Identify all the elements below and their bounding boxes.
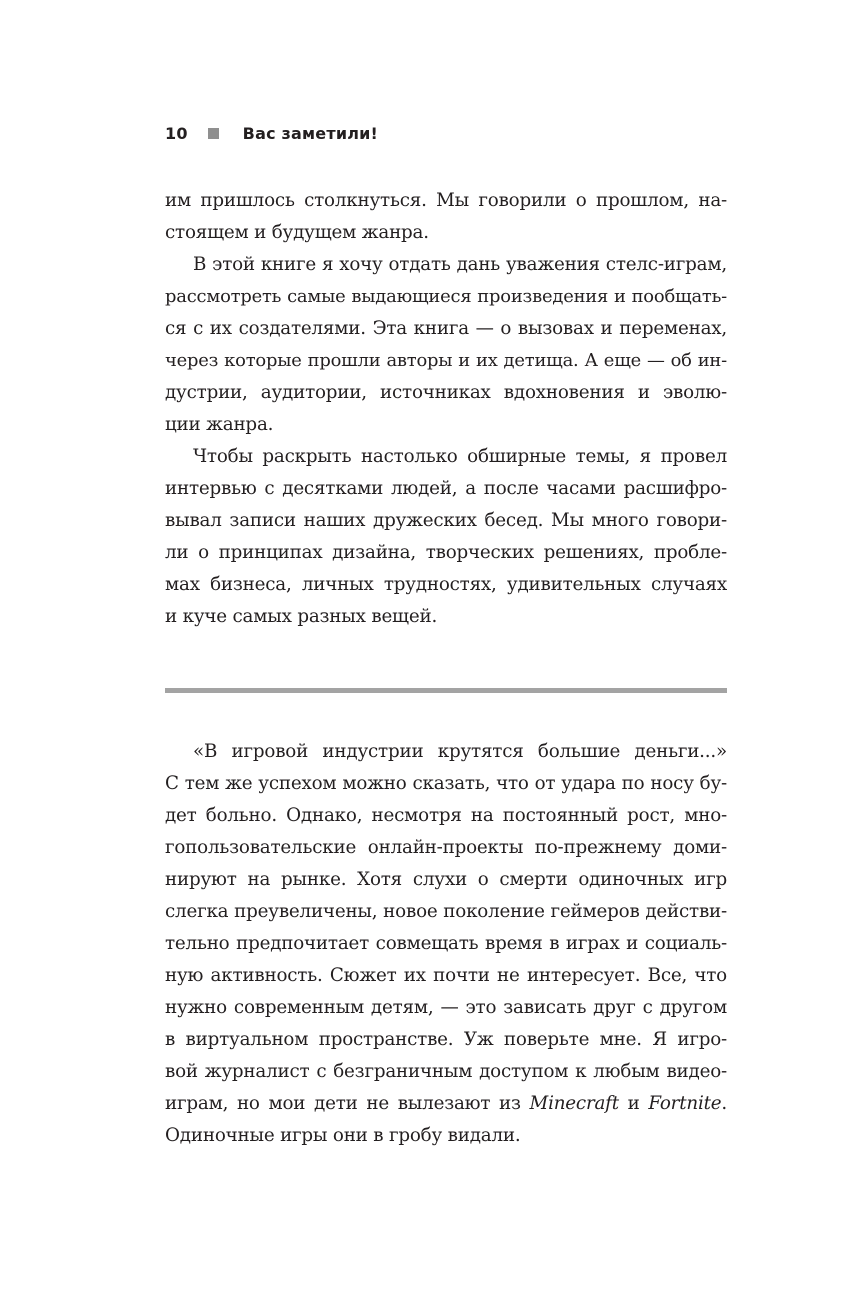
text-line: С тем же успехом можно сказать, что от удара по носу бу- xyxy=(165,773,727,794)
line-text-after: . xyxy=(721,1093,727,1114)
section-divider xyxy=(165,688,727,693)
text-line: нужно современным детям, — это зависать друг с другом xyxy=(165,997,727,1018)
text-line: интервью с десятками людей, а после часами расшифро- xyxy=(165,478,727,499)
text-line: слегка преувеличены, новое поколение геймеров действи- xyxy=(165,901,727,922)
text-line: ся с их создателями. Эта книга — о вызовах и переменах, xyxy=(165,318,727,339)
text-line: через которые прошли авторы и их детища. А еще — об ин- xyxy=(165,350,727,371)
text-line: тельно предпочитает совмещать время в играх и социаль- xyxy=(165,933,727,954)
text-line: и куче самых разных вещей. xyxy=(165,606,438,627)
text-line: в виртуальном пространстве. Уж поверьте мне. Я игро- xyxy=(165,1029,727,1050)
paragraph-first-line: «В игровой индустрии крутятся большие деньги...» xyxy=(193,741,727,762)
line-text-before: играм, но мои дети не вылезают из xyxy=(165,1093,530,1114)
text-line: рассмотреть самые выдающиеся произведения и пообщать- xyxy=(165,286,727,307)
text-section-1 xyxy=(165,185,727,633)
text-line: вывал записи наших дружеских бесед. Мы много говори- xyxy=(165,510,727,531)
square-icon xyxy=(208,128,219,139)
chapter-title: Вас заметили! xyxy=(242,123,379,143)
page-number: 10 xyxy=(165,123,188,143)
running-head xyxy=(165,121,378,145)
game-title-fortnite: Fortnite xyxy=(648,1093,722,1114)
text-line: вой журналист с безграничным доступом к любым видео- xyxy=(165,1061,727,1082)
text-line: им пришлось столкнуться. Мы говорили о прошлом, на- xyxy=(165,190,727,211)
text-line: ную активность. Сюжет их почти не интересует. Все, что xyxy=(165,965,727,986)
line-text-middle: и xyxy=(618,1093,649,1114)
text-line: ли о принципах дизайна, творческих решениях, пробле- xyxy=(165,542,727,563)
game-title-minecraft: Minecraft xyxy=(529,1093,619,1114)
text-line: мах бизнеса, личных трудностях, удивительных случаях xyxy=(165,574,727,595)
text-section-2 xyxy=(165,736,727,1152)
text-line: гопользовательские онлайн-проекты по-прежнему доми- xyxy=(165,837,727,858)
text-line: нируют на рынке. Хотя слухи о смерти одиночных игр xyxy=(165,869,727,890)
text-line: дустрии, аудитории, источниках вдохновения и эволю- xyxy=(165,382,727,403)
text-line-with-titles xyxy=(165,1088,727,1120)
text-line: ции жанра. xyxy=(165,414,274,435)
text-line: дет больно. Однако, несмотря на постоянный рост, мно- xyxy=(165,805,727,826)
text-line: стоящем и будущем жанра. xyxy=(165,222,429,243)
paragraph-first-line: В этой книге я хочу отдать дань уважения стелс-играм, xyxy=(193,254,727,275)
paragraph-first-line: Чтобы раскрыть настолько обширные темы, я провел xyxy=(193,446,727,467)
text-line: Одиночные игры они в гробу видали. xyxy=(165,1125,521,1146)
